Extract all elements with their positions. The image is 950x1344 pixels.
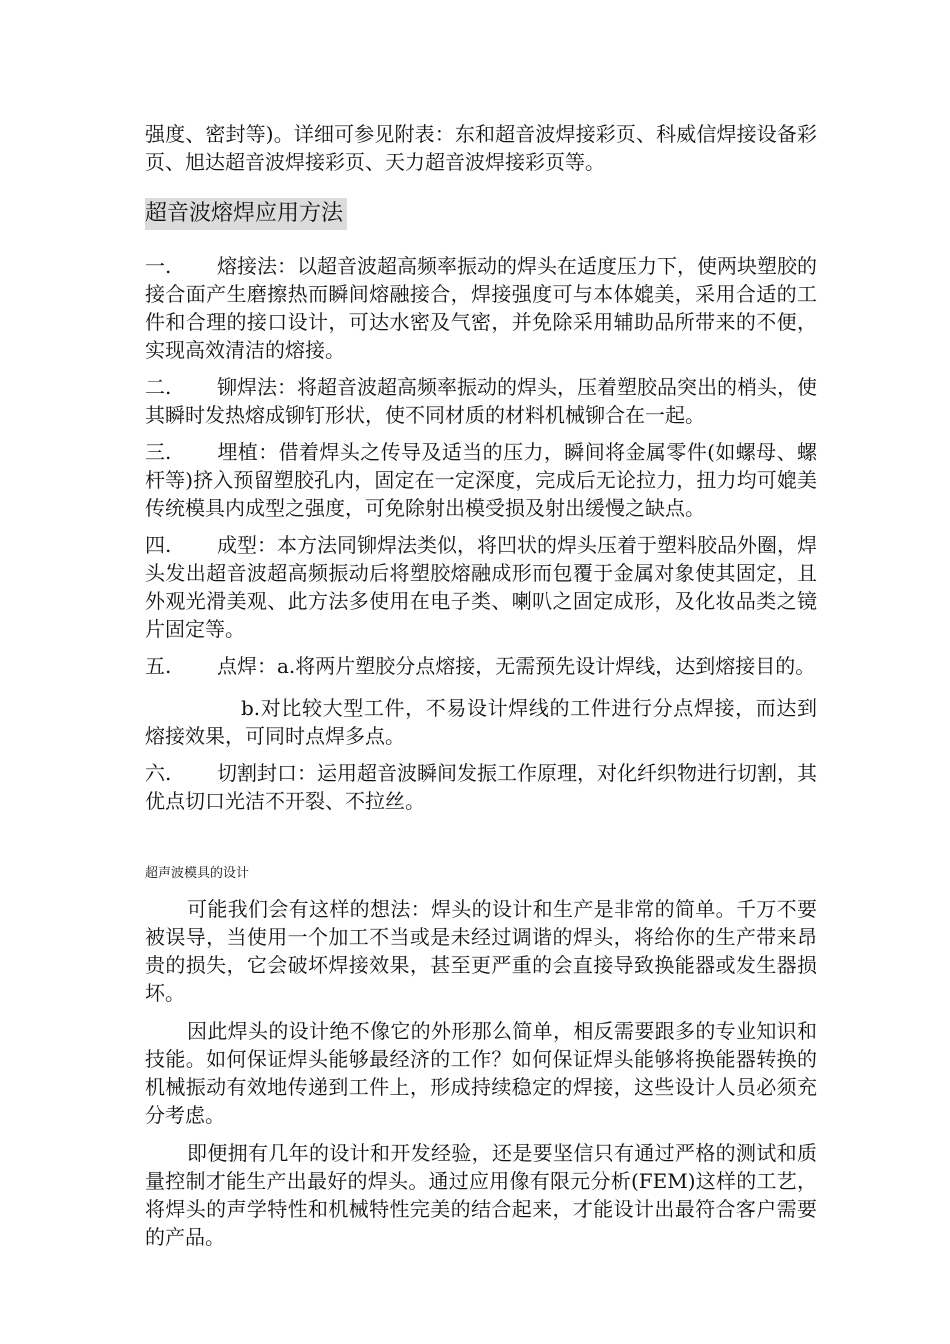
item-text: 铆焊法：将超音波超高频率振动的焊头，压着塑胶品突出的梢头，使其瞬时发热熔成铆钉形状，使不同材质的材料机械铆合在一起。	[145, 375, 817, 427]
item-number: 四.	[145, 533, 172, 557]
list-item	[145, 252, 817, 364]
method-list	[145, 252, 817, 815]
item-text: 熔接法：以超音波超高频率振动的焊头在适度压力下，使两块塑胶的接合面产生磨擦热而瞬间熔融接合，焊接强度可与本体媲美，采用合适的工件和合理的接口设计，可达水密及气密，并免除采用辅助品所带来的不便，实现高效清洁的熔接。	[145, 254, 817, 362]
list-item	[145, 652, 817, 680]
item-number: 六.	[145, 761, 172, 785]
document-page	[145, 120, 817, 1261]
list-subitem: b.对比较大型工件，不易设计焊线的工件进行分点焊接，而达到熔接效果，可同时点焊多点。	[145, 696, 817, 748]
item-text: 切割封口：运用超音波瞬间发振工作原理，对化纤织物进行切割，其优点切口光洁不开裂、不拉丝。	[145, 761, 817, 813]
item-text: 成型：本方法同铆焊法类似，将凹状的焊头压着于塑料胶品外圈，焊头发出超音波超高频振动后将塑胶熔融成形而包覆于金属对象使其固定，且外观光滑美观、此方法多使用在电子类、喇叭之固定成形，及化妆品类之镜片固定等。	[145, 533, 817, 641]
list-item	[145, 531, 817, 643]
section-heading-mold-design: 超声波模具的设计	[145, 866, 250, 881]
item-text: 埋植：借着焊头之传导及适当的压力，瞬间将金属零件(如螺母、螺杆等)挤入预留塑胶孔内，固定在一定深度，完成后无论拉力，扭力均可媲美传统模具内成型之强度，可免除射出模受损及射出缓慢之缺点。	[145, 440, 817, 520]
item-text: 点焊：a.将两片塑胶分点熔接，无需预先设计焊线，达到熔接目的。	[217, 654, 816, 678]
item-number: 二.	[145, 375, 172, 399]
list-item	[145, 438, 817, 522]
body-paragraph: 即便拥有几年的设计和开发经验，还是要坚信只有通过严格的测试和质量控制才能生产出最好的焊头。通过应用像有限元分析(FEM)这样的工艺，将焊头的声学特性和机械特性完美的结合起来，才能设计出最符合客户需要的产品。	[145, 1141, 817, 1249]
item-number: 三.	[145, 440, 172, 464]
body-paragraph: 因此焊头的设计绝不像它的外形那么简单，相反需要跟多的专业知识和技能。如何保证焊头能够最经济的工作？如何保证焊头能够将换能器转换的机械振动有效地传递到工件上，形成持续稳定的焊接，这些设计人员必须充分考虑。	[145, 1019, 817, 1127]
list-item	[145, 373, 817, 429]
intro-paragraph: 强度、密封等)。详细可参见附表：东和超音波焊接彩页、科威信焊接设备彩页、旭达超音波焊接彩页、天力超音波焊接彩页等。	[145, 122, 817, 174]
body-paragraph: 可能我们会有这样的想法：焊头的设计和生产是非常的简单。千万不要被误导，当使用一个加工不当或是未经过调谐的焊头，将给你的生产带来昂贵的损失，它会破坏焊接效果，甚至更严重的会直接导致换能器或发生器损坏。	[145, 897, 817, 1005]
section-heading-application-methods: 超音波熔焊应用方法	[145, 198, 347, 230]
item-number: 五.	[145, 654, 172, 678]
item-number: 一.	[145, 254, 172, 278]
list-item	[145, 759, 817, 815]
